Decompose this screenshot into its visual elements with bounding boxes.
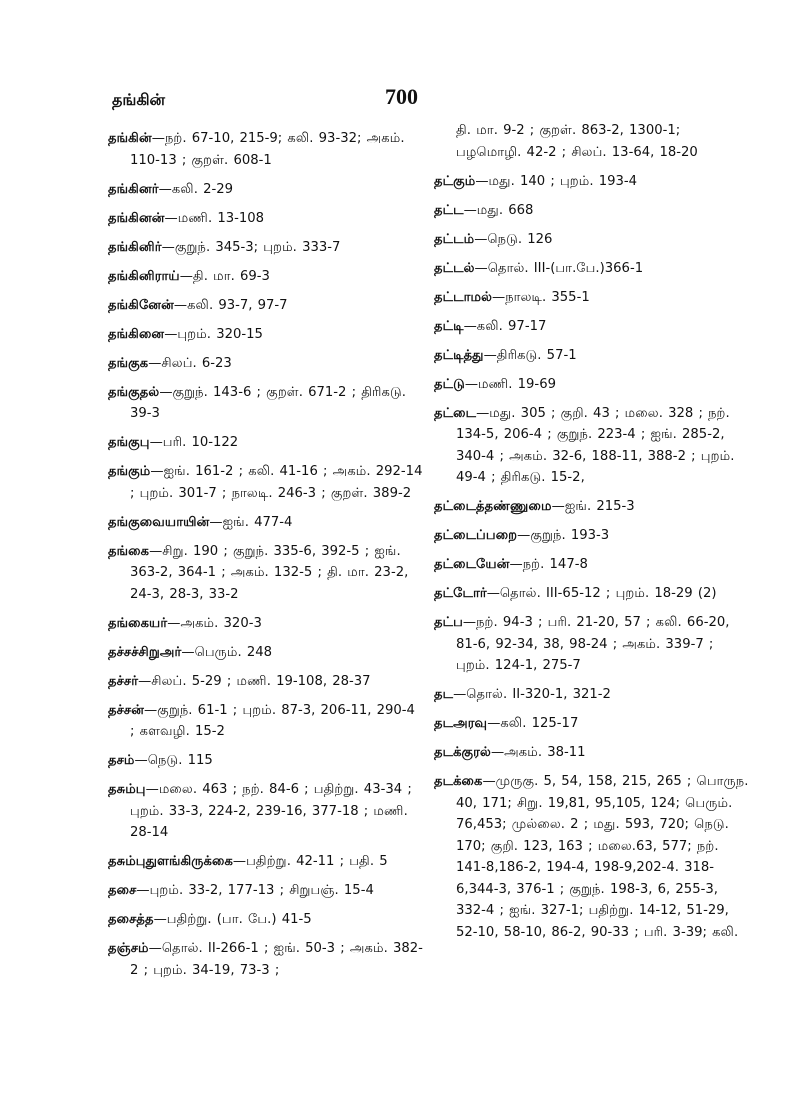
running-header-word: தங்கின் (112, 90, 166, 109)
entry-references: —நற். 67-10, 215-9; கலி. 93-32; அகம். 110-13 ; குறள். 608-1 (130, 131, 405, 168)
index-entry (434, 287, 750, 309)
entry-references: —குறுந். 193-3 (517, 528, 610, 543)
entry-references: —பெரும். 248 (181, 644, 273, 660)
index-entry (108, 461, 424, 504)
entry-headword: தடக்கை (434, 774, 483, 789)
entry-references: —மலை. 463 ; நற். 84-6 ; பதிற்று. 43-34 ; புறம். 33-3, 224-2, 239-16, 377-18 ; மணி. 28-14 (130, 782, 412, 840)
entry-references: —அகம். 320-3 (167, 615, 262, 631)
entry-references: —மணி. 19-69 (464, 376, 556, 392)
index-entry (108, 750, 424, 772)
index-entry (434, 554, 750, 576)
entry-headword: தட்ட (434, 202, 464, 218)
entry-headword: தசம் (108, 753, 135, 768)
index-entry (108, 909, 424, 931)
entry-references: —குறுந். 345-3; புறம். 333-7 (161, 239, 341, 255)
entry-references: —கலி. 93-7, 97-7 (173, 297, 288, 313)
index-entry (434, 200, 750, 222)
entry-headword: தங்கினேன் (108, 297, 174, 313)
index-entry (108, 613, 424, 635)
index-entry (434, 316, 750, 338)
entry-references: —தொல். III-65-12 ; புறம். 18-29 (2) (486, 586, 717, 601)
entry-references: —தொல். II-266-1 ; ஐங். 50-3 ; அகம். 382-2 ; புறம். 34-19, 73-3 ; (130, 941, 423, 978)
index-entry (434, 345, 750, 367)
index-column-left (108, 128, 424, 989)
entry-references: —குறுந். 61-1 ; புறம். 87-3, 206-11, 290-4 ; களவழி. 15-2 (130, 702, 415, 739)
entry-headword: தட்கும் (434, 173, 476, 189)
entry-references: —நெடு. 126 (474, 231, 553, 247)
entry-headword: தட்டம் (434, 231, 475, 247)
entry-headword: தசை (108, 883, 137, 898)
entry-headword: தடக்குரல் (434, 745, 491, 760)
entry-headword: தசும்புதுளங்கிருக்கை (108, 854, 233, 869)
entry-references: —நற். 94-3 ; பரி. 21-20, 57 ; கலி. 66-20, 81-6, 92-34, 38, 98-24 ; அகம். 339-7 ; புறம். 124-1, 275-7 (456, 615, 730, 673)
entry-references: —பதிற்று. 42-11 ; பதி. 5 (232, 854, 388, 869)
index-entry (108, 642, 424, 664)
entry-headword: தச்சர் (108, 673, 139, 689)
index-entry (108, 938, 424, 981)
index-entry (108, 266, 424, 288)
entry-headword: தங்குவையாயின் (108, 514, 210, 530)
entry-headword: தங்குக (108, 355, 149, 371)
entry-headword: தட்டித்து (434, 347, 484, 363)
entry-references: —அகம். 38-11 (490, 745, 586, 760)
index-entry (108, 880, 424, 902)
entry-headword: தங்குதல் (108, 384, 160, 400)
entry-references: —நற். 147-8 (509, 557, 588, 572)
entry-headword: தஞ்சம் (108, 941, 149, 956)
entry-references: —கலி. 125-17 (487, 716, 579, 731)
entry-references: —பதிற்று. (பா. பே.) 41-5 (153, 912, 312, 927)
index-entry (434, 713, 750, 735)
entry-headword: தட்டாமல் (434, 289, 493, 305)
entry-headword: தட்டு (434, 376, 465, 392)
entry-headword: தட்டி (434, 318, 464, 334)
entry-headword: தட (434, 687, 454, 702)
entry-headword: தட்டோர் (434, 586, 487, 601)
entry-references: —ஐங். 477-4 (209, 514, 293, 530)
entry-headword: தச்சன் (108, 702, 144, 718)
index-entry (108, 700, 424, 743)
entry-references: —நாலடி. 355-1 (492, 289, 590, 305)
index-entry (108, 179, 424, 201)
index-entry (434, 403, 750, 489)
entry-references: —ஐங். 215-3 (551, 499, 635, 514)
entry-references: —சிலப். 6-23 (148, 355, 232, 371)
entry-headword: தங்கும் (108, 464, 151, 479)
entry-headword: தங்கினிராய் (108, 268, 180, 284)
entry-references: —சிறு. 190 ; குறுந். 335-6, 392-5 ; ஐங். 363-2, 364-1 ; அகம். 132-5 ; தி. மா. 23-2, 24-3, 28-3, 33-2 (130, 543, 409, 602)
entry-headword: தங்கையர் (108, 615, 168, 631)
entry-references: —குறுந். 143-6 ; குறள். 671-2 ; திரிகடு. 39-3 (130, 384, 406, 421)
entry-headword: தசும்பு (108, 782, 146, 797)
index-entry (434, 742, 750, 764)
index-entry (434, 684, 750, 706)
index-entry (108, 671, 424, 693)
entry-references: —கலி. 2-29 (158, 181, 234, 197)
entry-references: —மணி. 13-108 (164, 210, 265, 226)
index-entry (108, 541, 424, 606)
index-entry (108, 128, 424, 171)
page-number: 700 (385, 84, 418, 109)
index-entry (108, 382, 424, 425)
index-entry (434, 525, 750, 547)
index-entry (434, 229, 750, 251)
entry-headword: தங்கினை (108, 326, 165, 342)
index-entry (108, 324, 424, 346)
index-entry (108, 295, 424, 317)
entry-references: —முருகு. 5, 54, 158, 215, 265 ; பொருந. 40, 171; சிறு. 19,81, 95,105, 124; பெரும். 76,453; முல்லை. 2 ; மது. 593, 720; நெடு. 170; குறி. 123, 163 ; மலை.63, 577; நற். 141-8,186-2, 194-4, 198-9,202-4. 318-6,344-3, 376-1 ; குறுந். 198-3, 6, 255-3, 332-4 ; ஐங். 327-1; பதிற்று. 14-12, 51-29, 52-10, 58-10, 86-2, 90-33 ; பரி. 3-39; கலி. (456, 774, 749, 940)
entry-references: —மது. 305 ; குறி. 43 ; மலை. 328 ; நற். 134-5, 206-4 ; குறுந். 223-4 ; ஐங். 285-2, 340-4 ; அகம். 32-6, 188-11, 388-2 ; புறம். 49-4 ; திரிகடு. 15-2, (456, 405, 735, 485)
entry-references: —சிலப். 5-29 ; மணி. 19-108, 28-37 (138, 673, 371, 689)
index-entry (434, 496, 750, 518)
entry-headword: தங்கின் (108, 131, 152, 146)
index-entry (108, 208, 424, 230)
entry-references: —தொல். III-(பா.பே.)366-1 (474, 260, 644, 276)
index-entry (108, 851, 424, 873)
entry-headword: தச்சச்சிறுஅர் (108, 644, 182, 660)
entry-references: —புறம். 33-2, 177-13 ; சிறுபஞ். 15-4 (136, 883, 374, 898)
entry-references: —கலி. 97-17 (463, 318, 547, 334)
entry-references: —மது. 140 ; புறம். 193-4 (475, 173, 638, 189)
index-column-right (434, 124, 750, 951)
entry-headword: தட்டைத்தண்ணுமை (434, 499, 552, 514)
entry-headword: தங்கினன் (108, 210, 165, 226)
index-entry (108, 237, 424, 259)
entry-references: —ஐங். 161-2 ; கலி. 41-16 ; அகம். 292-14 ; புறம். 301-7 ; நாலடி. 246-3 ; குறள். 389-2 (130, 464, 423, 501)
entry-headword: தங்குபு (108, 435, 150, 450)
entry-references: —தி. மா. 69-3 (179, 268, 270, 284)
entry-references: —திரிகடு. 57-1 (483, 347, 577, 363)
entry-headword: தட்டைப்பறை (434, 528, 518, 543)
index-entry (108, 512, 424, 534)
entry-references: —தொல். II-320-1, 321-2 (453, 687, 611, 702)
index-entry (434, 171, 750, 193)
entry-headword: தசைத்த (108, 912, 154, 927)
index-entry-continuation: தி. மா. 9-2 ; குறள். 863-2, 1300-1; பழமொழி. 42-2 ; சிலப். 13-64, 18-20 (456, 123, 698, 160)
entry-headword: தட்டை (434, 405, 477, 421)
entry-headword: தங்கினிர் (108, 239, 162, 255)
entry-headword: தட்டையேன் (434, 557, 510, 572)
index-entry (434, 771, 750, 943)
entry-headword: தட்ப (434, 615, 463, 630)
entry-headword: தங்கை (108, 543, 150, 559)
index-entry (434, 583, 750, 605)
entry-references: —புறம். 320-15 (164, 326, 263, 342)
entry-headword: தடஅரவு (434, 716, 488, 731)
index-entry (434, 258, 750, 280)
entry-headword: தட்டல் (434, 260, 475, 276)
index-entry (434, 374, 750, 396)
entry-references: —நெடு. 115 (134, 753, 213, 768)
index-entry (108, 779, 424, 844)
entry-references: —மது. 668 (463, 202, 534, 218)
entry-references: —பரி. 10-122 (149, 435, 239, 450)
index-entry (434, 612, 750, 677)
entry-headword: தங்கினர் (108, 181, 159, 197)
index-entry (108, 432, 424, 454)
index-entry (108, 353, 424, 375)
